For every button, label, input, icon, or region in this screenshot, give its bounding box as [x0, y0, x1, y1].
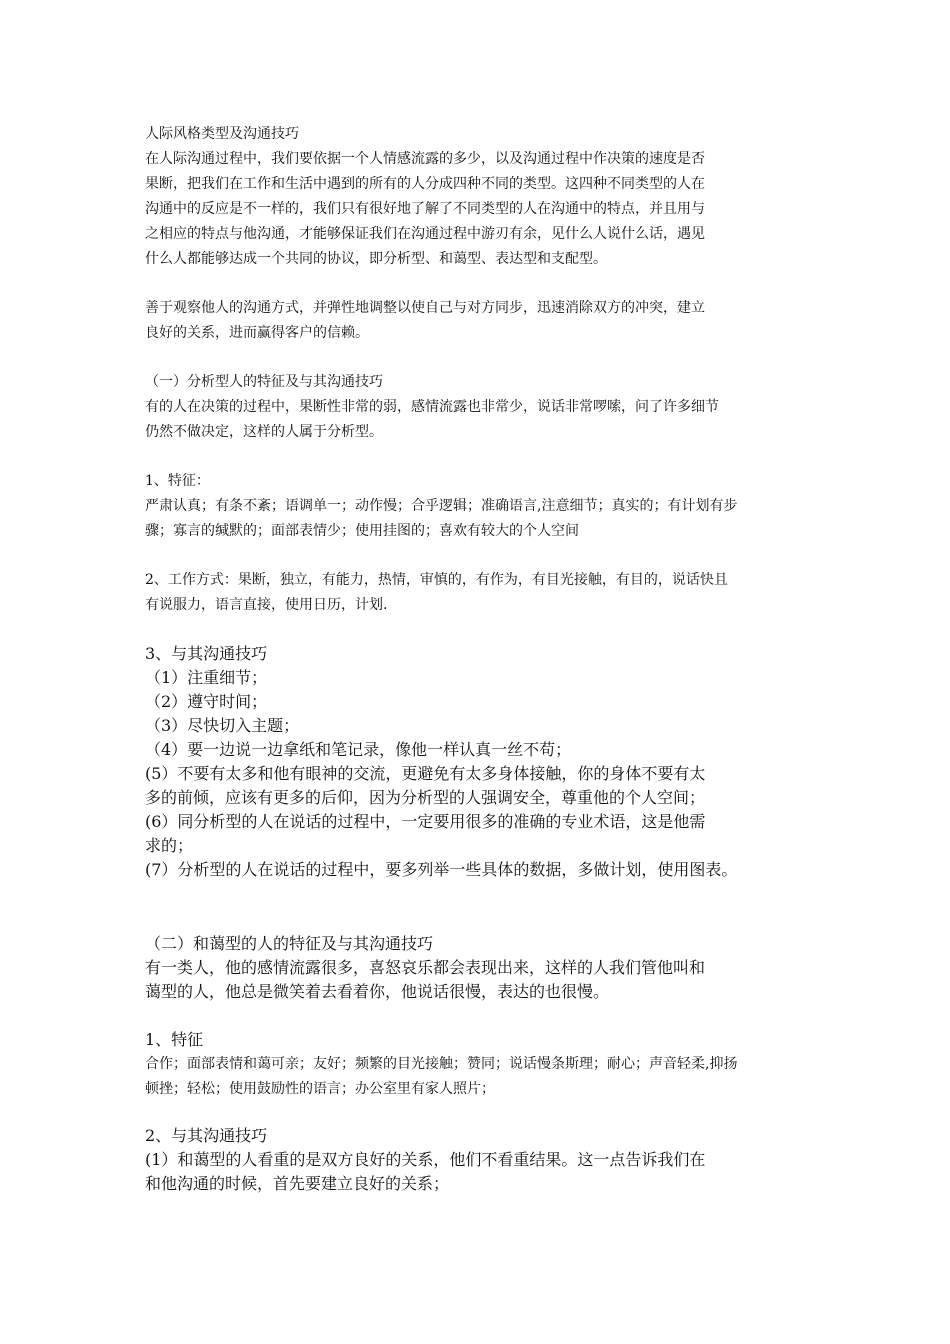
analytical-tip-item: (6）同分析型的人在说话的过程中，一定要用很多的准确的专业术语，这是他需 [145, 812, 706, 831]
intro-paragraph [145, 147, 825, 272]
analytical-tip-item: (5）不要有太多和他有眼神的交流，更避免有太多身体接触，你的身体不要有太 [145, 764, 706, 783]
intro-line: 果断，把我们在工作和生活中遇到的所有的人分成四种不同的类型。这四种不同类型的人在 [145, 176, 705, 192]
analytical-traits-heading: 1、特征： [145, 473, 210, 489]
observe-paragraph [145, 296, 825, 346]
analytical-section [145, 370, 825, 882]
analytical-tip-item: 求的； [145, 836, 194, 855]
analytical-traits-line: 严肃认真；有条不紊；语调单一；动作慢；合乎逻辑；准确语言,注意细节；真实的；有计划有步 [145, 498, 738, 514]
amiable-desc-line: 蔼型的人，他总是微笑着去看着你，他说话很慢，表达的也很慢。 [145, 982, 610, 1001]
intro-line: 之相应的特点与他沟通，才能够保证我们在沟通过程中游刃有余，见什么人说什么话，遇见 [145, 226, 705, 242]
amiable-traits-heading: 1、特征 [145, 1030, 204, 1049]
analytical-tips-heading: 3、与其沟通技巧 [145, 644, 268, 663]
document-page [145, 122, 825, 1196]
amiable-heading: （二）和蔼型的人的特征及与其沟通技巧 [145, 934, 434, 953]
observe-line: 良好的关系，进而赢得客户的信赖。 [145, 325, 369, 341]
amiable-desc-line: 有一类人，他的感情流露很多，喜怒哀乐都会表现出来，这样的人我们管他叫和 [145, 958, 706, 977]
amiable-tips-heading: 2、与其沟通技巧 [145, 1126, 268, 1145]
amiable-tip-item: (1）和蔼型的人看重的是双方良好的关系，他们不看重结果。这一点告诉我们在 [145, 1150, 706, 1169]
amiable-tip-item: 和他沟通的时候，首先要建立良好的关系； [145, 1174, 450, 1193]
analytical-tip-item: （2）遵守时间； [145, 692, 268, 711]
intro-line: 在人际沟通过程中，我们要依据一个人情感流露的多少，以及沟通过程中作决策的速度是否 [145, 151, 705, 167]
analytical-traits-line: 骤；寡言的缄默的；面部表情少；使用挂图的；喜欢有较大的个人空间 [145, 523, 579, 539]
analytical-work-line: 2、工作方式：果断，独立，有能力，热情，审慎的，有作为，有目光接触，有目的，说话快且 [145, 572, 728, 588]
analytical-tip-item: （3）尽快切入主题； [145, 716, 300, 735]
observe-line: 善于观察他人的沟通方式，并弹性地调整以使自己与对方同步，迅速消除双方的冲突，建立 [145, 300, 705, 316]
intro-line: 什么人都能够达成一个共同的协议，即分析型、和蔼型、表达型和支配型。 [145, 251, 607, 267]
intro-line: 沟通中的反应是不一样的，我们只有很好地了解了不同类型的人在沟通中的特点，并且用与 [145, 201, 705, 217]
amiable-traits-line: 顿挫；轻松；使用鼓励性的语言；办公室里有家人照片； [145, 1081, 495, 1097]
analytical-desc-line: 仍然不做决定，这样的人属于分析型。 [145, 424, 383, 440]
amiable-traits-line: 合作；面部表情和蔼可亲；友好；频繁的目光接触；赞同；说话慢条斯理；耐心；声音轻柔,抑扬 [145, 1056, 738, 1072]
analytical-tip-item: （1）注重细节； [145, 668, 268, 687]
document-title: 人际风格类型及沟通技巧 [145, 126, 299, 142]
analytical-heading: （一）分析型人的特征及与其沟通技巧 [145, 374, 383, 390]
analytical-tip-item: （4）要一边说一边拿纸和笔记录，像他一样认真一丝不苟； [145, 740, 572, 759]
analytical-desc-line: 有的人在决策的过程中，果断性非常的弱，感情流露也非常少，说话非常啰嗦，问了许多细节 [145, 399, 719, 415]
analytical-tip-item: 多的前倾，应该有更多的后仰，因为分析型的人强调安全，尊重他的个人空间； [145, 788, 706, 807]
analytical-tip-item: (7）分析型的人在说话的过程中，要多列举一些具体的数据，多做计划，使用图表。 [145, 860, 738, 879]
analytical-work-line: 有说服力，语言直接，使用日历，计划. [145, 597, 388, 613]
amiable-section [145, 932, 825, 1196]
